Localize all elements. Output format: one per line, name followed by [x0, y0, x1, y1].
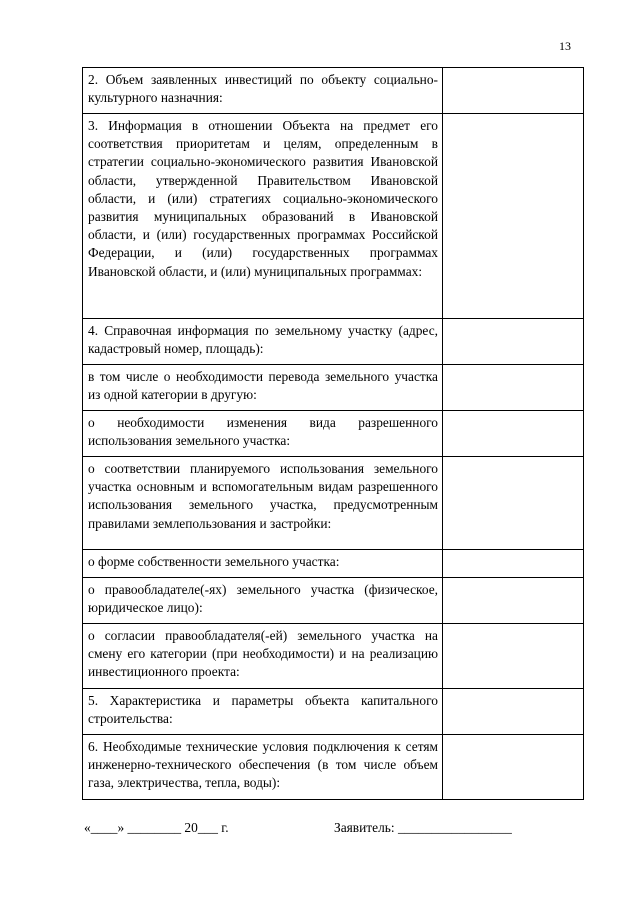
- row-label: о правообладателе(-ях) земельного участка (физическое, юридическое лицо):: [83, 578, 443, 624]
- row-label: о согласии правообладателя(-ей) земельного участка на смену его категории (при необходимости) и на реализацию инвестиционного проекта:: [83, 624, 443, 689]
- row-label: о необходимости изменения вида разрешенного использования земельного участка:: [83, 411, 443, 457]
- table-row: [83, 550, 584, 578]
- row-value-cell[interactable]: [443, 624, 584, 689]
- page-number: 13: [559, 39, 571, 53]
- form-table-body: [83, 68, 584, 800]
- table-row: [83, 624, 584, 689]
- table-row: [83, 411, 584, 457]
- row-value-cell[interactable]: [443, 411, 584, 457]
- row-value-cell[interactable]: [443, 578, 584, 624]
- row-value-cell[interactable]: [443, 550, 584, 578]
- table-row: [83, 319, 584, 365]
- signature-line: [82, 820, 572, 868]
- row-label: о форме собственности земельного участка:: [83, 550, 443, 578]
- table-row: [83, 114, 584, 319]
- row-value-cell[interactable]: [443, 68, 584, 114]
- applicant-signature-field[interactable]: Заявитель: _________________: [334, 820, 512, 835]
- row-label: 2. Объем заявленных инвестиций по объекту социально-культурного назначния:: [83, 68, 443, 114]
- row-label: 4. Справочная информация по земельному участку (адрес, кадастровый номер, площадь):: [83, 319, 443, 365]
- application-form-table: [82, 67, 584, 800]
- row-label: 3. Информация в отношении Объекта на предмет его соответствия приоритетам и целям, определенным в стратегии социально-экономического развития Ивановской области, утвержденной Правительством Ивановской области, и (или) стратегиях социально-экономического развития муниципальных образований в Ивановской области, и (или) государственных программах Российской Федерации, и (или) государственных программах Ивановской области, и (или) муниципальных программах:: [83, 114, 443, 319]
- row-value-cell[interactable]: [443, 689, 584, 735]
- row-value-cell[interactable]: [443, 319, 584, 365]
- row-value-cell[interactable]: [443, 457, 584, 550]
- table-row: [83, 68, 584, 114]
- table-row: [83, 457, 584, 550]
- row-value-cell[interactable]: [443, 114, 584, 319]
- row-label: 6. Необходимые технические условия подключения к сетям инженерно-технического обеспечения (в том числе объем газа, электричества, тепла, воды):: [83, 735, 443, 800]
- row-value-cell[interactable]: [443, 365, 584, 411]
- row-value-cell[interactable]: [443, 735, 584, 800]
- row-label: в том числе о необходимости перевода земельного участка из одной категории в другую:: [83, 365, 443, 411]
- row-label: о соответствии планируемого использования земельного участка основным и вспомогательным видам разрешенного использования земельного участка, предусмотренным правилами землепользования и застройки:: [83, 457, 443, 550]
- table-row: [83, 578, 584, 624]
- date-field[interactable]: «____» ________ 20___ г.: [84, 820, 229, 835]
- table-row: [83, 689, 584, 735]
- table-row: [83, 735, 584, 800]
- row-label: 5. Характеристика и параметры объекта капитального строительства:: [83, 689, 443, 735]
- table-row: [83, 365, 584, 411]
